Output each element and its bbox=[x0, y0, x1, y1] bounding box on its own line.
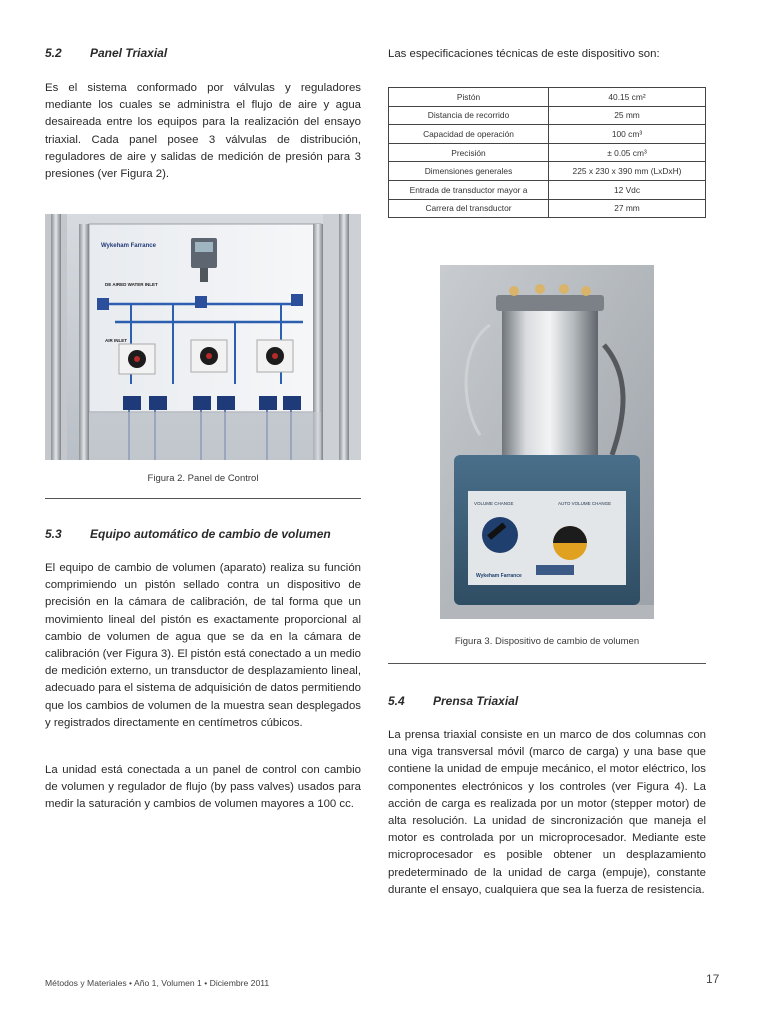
spec-label: Precisión bbox=[389, 143, 549, 162]
table-row bbox=[389, 180, 706, 199]
journal-footer: Métodos y Materiales • Año 1, Volumen 1 • Diciembre 2011 bbox=[45, 978, 270, 988]
section-number: 5.3 bbox=[45, 527, 62, 541]
section-5-3-body-2: La unidad está conectada a un panel de control con cambio de volumen y regulador de flujo (by pass valves) usados para medir la saturación y cambios de volumen mayores a 100 cc. bbox=[45, 764, 361, 811]
section-5-3-body-1: El equipo de cambio de volumen (aparato) realiza su función comprimiendo un pistón sellado contra un dispositivo de precisión en la cámara de calibración, de tal forma que un movimiento lineal del pistón es exactamente proporcional al cambio de volumen de agua que se da en la cámara de calibración (ver Figura 3). El pistón está conectado a un medio de medición externo, un transductor de desplazamiento lineal, adecuado para el sistema de adquisición de datos permitiendo que los cambios de volumen de la muestra sean desplegados y registrados directamente en centímetros cúbicos. bbox=[45, 562, 361, 729]
section-5-4-body: La prensa triaxial consiste en un marco de dos columnas con una viga transversal móvil (marco de carga) y una base que contiene la unidad de empuje mecánico, el motor eléctrico, los componentes electrónicos y los controles (ver Figura 4). La acción de carga es realizada por un motor (stepper motor) de alta resolución. La unidad de sincronización que maneja el motor es controlada por un microprocesador. Mediante este microprocesador es posible obtener un desplazamiento predeterminado de la unidad de carga (empuje), constante durante el ensayo, cualquiera que sea la fuerza de resistencia. bbox=[388, 729, 706, 896]
section-5-3-heading bbox=[45, 527, 331, 541]
figure-2-photo bbox=[45, 214, 361, 460]
section-title: Prensa Triaxial bbox=[433, 694, 519, 708]
page-number: 17 bbox=[706, 972, 720, 986]
spec-value: 27 mm bbox=[549, 199, 706, 218]
table-row bbox=[389, 162, 706, 181]
section-title: Equipo automático de cambio de volumen bbox=[90, 527, 331, 541]
section-divider bbox=[388, 663, 706, 664]
spec-value: 100 cm³ bbox=[549, 125, 706, 144]
figure-3-photo bbox=[440, 265, 654, 619]
spec-label: Pistón bbox=[389, 88, 549, 107]
section-5-4-heading bbox=[388, 694, 518, 708]
spec-label: Capacidad de operación bbox=[389, 125, 549, 144]
table-row bbox=[389, 143, 706, 162]
spec-value: 12 Vdc bbox=[549, 180, 706, 199]
section-divider bbox=[45, 498, 361, 499]
figure-3-caption: Figura 3. Dispositivo de cambio de volumen bbox=[454, 636, 640, 647]
auto-volume-label: AUTO VOLUME CHANGE bbox=[558, 501, 612, 506]
air-inlet-label: AIR INLET bbox=[105, 338, 127, 343]
section-title: Panel Triaxial bbox=[90, 46, 168, 60]
spec-value: 25 mm bbox=[549, 106, 706, 125]
spec-label: Dimensiones generales bbox=[389, 162, 549, 181]
table-row bbox=[389, 88, 706, 107]
section-5-2-heading bbox=[45, 46, 167, 60]
spec-table bbox=[388, 87, 706, 218]
table-row bbox=[389, 106, 706, 125]
volume-change-label: VOLUME CHANGE bbox=[474, 501, 514, 506]
figure-2-caption: Figura 2. Panel de Control bbox=[147, 473, 259, 484]
spec-label: Carrera del transductor bbox=[389, 199, 549, 218]
section-5-2-body: Es el sistema conformado por válvulas y reguladores mediante los cuales se administra el flujo de aire y agua desaireada entre los equipos para la realización del ensayo triaxial. Cada panel posee 3 válvulas de distribución, reguladores de aire y salidas de medición de presión para 3 presiones (ver Figura 2). bbox=[45, 82, 361, 181]
spec-label: Entrada de transductor mayor a bbox=[389, 180, 549, 199]
spec-value: 225 x 230 x 390 mm (LxDxH) bbox=[549, 162, 706, 181]
table-row bbox=[389, 199, 706, 218]
table-row bbox=[389, 125, 706, 144]
deaired-water-label: DE AIRED WATER INLET bbox=[105, 282, 158, 287]
section-number: 5.4 bbox=[388, 694, 405, 708]
spec-value: 40.15 cm² bbox=[549, 88, 706, 107]
spec-intro: Las especificaciones técnicas de este dispositivo son: bbox=[388, 48, 660, 60]
brand-label: Wykeham Farrance bbox=[101, 243, 156, 249]
spec-label: Distancia de recorrido bbox=[389, 106, 549, 125]
spec-value: ± 0.05 cm³ bbox=[549, 143, 706, 162]
brand-label: Wykeham Farrance bbox=[476, 573, 522, 579]
section-number: 5.2 bbox=[45, 46, 62, 60]
